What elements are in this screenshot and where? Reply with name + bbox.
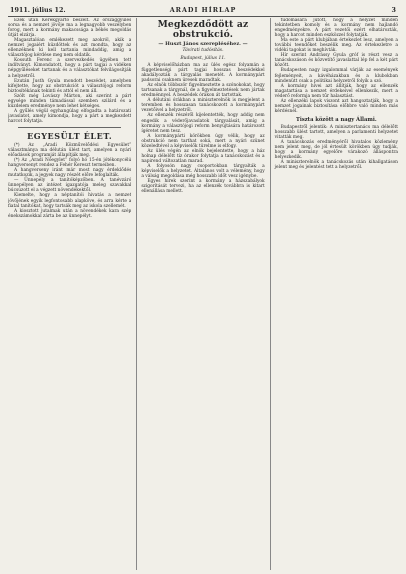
paragraph: Budapesten nagy izgalommal várják az események fejleményeit, a kávéházakban és a klubokban mindenütt csak a politikai helyzetről folyik a szó. [274, 68, 398, 84]
issue-date: 1911. július 12. [10, 6, 66, 14]
page-number: 3 [391, 6, 396, 14]
paragraph: (*) Az „Aradi Közművelődési Egyesület” választmánya ma délután ülést tart, amelyen a nyári előadások programját állapítják meg. [8, 142, 132, 159]
paragraph: A folyosón nagy csoportokban tárgyalták a képviselők a helyzetet. Általános volt a vélemény, hogy a válság megoldása még hosszabb időt vesz igénybe. [141, 163, 265, 180]
paragraph: A képviselőházban ma az ülés egész folyamán a függetlenségi párt tagjai hosszas beszédekkel akadályozták a tárgyalás menetét. A kormánypárt padsorai csaknem üresek maradtak. [141, 63, 265, 84]
section-divider [18, 127, 121, 128]
paragraph: A kormány hívei azt állítják, hogy az ellenzék magatartása a nemzet érdekeivel ellenkezik, mert a véderő reformja nem tűr halasztást. [274, 83, 398, 99]
article-byline: Távirati tudósítás. [182, 48, 224, 53]
paragraph: A kiosztott jutalmak után a növendékek kara szép énekszámokkal zárta be az ünnepélyt. [8, 208, 132, 219]
page-header [8, 4, 398, 17]
paragraph: (*) Az „Aradi Nőegylet” folyó hó 15-én jótékonycélú hangversenyt rendez a Fehér Kereszt termeiben. [8, 158, 132, 169]
column-right [270, 18, 398, 570]
paragraph: Ma este a párt klubjában értekezlet lesz, amelyen a további teendőket beszélik meg. Az értekezletre a vidéki tagokat is meghívták. [274, 38, 398, 54]
paragraph: Az elnök többször figyelmeztette a szónokokat, hogy tartsanak a tárgynál, de a figyelmeztetések nem jártak eredménnyel. A beszédek órákon át tartottak. [141, 83, 265, 99]
paragraph: A tanácskozás eredményéről hivatalos közlemény nem jelent meg, de jól értesült körökben úgy tudják, hogy a kormány egyelőre várakozó álláspontra helyezkedik. [274, 140, 398, 161]
paragraph: Kiemelte, hogy a néptanítói hivatás a nemzet jövőjének egyik legfontosabb alapköve, és arra kérte a fiatal tanítókat, hogy tartsák meg az iskola szellemét. [8, 193, 132, 209]
section-title-society: EGYESÜLT ÉLET. [27, 130, 113, 141]
paragraph: Ezután Justh Gyula mondott beszédet, amelyben kifejtette, hogy az obstrukciót a választójogi reform biztosítékának tekinti és attól el nem áll. [8, 78, 132, 94]
paragraph: — Ünnepély a tanítóképzőben. A tanévzáró ünnepélyen az intézet igazgatója meleg szavakkal búcsúzott el a végzett növendékektől. [8, 178, 132, 194]
column-left [8, 18, 131, 570]
paragraph: Magasztalóan emlékezett meg azokról, akik a nemzet jogaiért küzdöttek és azt mondta, hogy az ellenzéknek ki kell tartania mindaddig, amíg a választójog kérdése meg nem oldatik. [8, 38, 132, 59]
article-headline: Megkezdődött az obstrukció. [157, 19, 249, 40]
paragraph: Az ellenzék részéről kijelentették, hogy addig nem engedik a véderőjavaslatok tárgyalását, amíg a kormány a választójogi reform benyújtására határozott ígéretet nem tesz. [141, 113, 265, 134]
paragraph: A miniszterelnök a tanácskozás után kihallgatáson jelent meg és jelentést tett a helyzetről. [274, 160, 398, 171]
paragraph: Budapestről jelentik: A minisztertanács ma délelőtt hosszabb ülést tartott, amelyen a parlamenti helyzetet vitatták meg. [274, 124, 398, 140]
paragraph: A délutáni órákban a miniszterelnök is megjelent a teremben és hosszasan tanácskozott a kormánypárt vezetőivel a helyzetről. [141, 98, 265, 114]
paragraph: A gyűlés végül egyhangúlag elfogadta a határozati javaslatot, amely kimondja, hogy a párt a megkezdett harcot folytatja. [8, 108, 132, 124]
paragraph: Hír szerint Andrássy Gyula gróf is részt vesz a tanácskozáson és közvetítő javaslattal lép fel a két párt között. [274, 53, 398, 69]
paragraph: A hangverseny iránt már most nagy érdeklődés mutatkozik, a jegyek nagy részét előre lefoglalták. [8, 168, 132, 179]
paragraph: Kossuth Ferenc a szervezkedés ügyében tett indítványt. Kimondatott, hogy a párt tagjai a vidéken népgyűléseket tartanak és a választókat felvilágosítják a helyzetről. [8, 58, 132, 79]
paragraph: Az ellenzéki lapok viszont azt hangoztatják, hogy a nemzet jogainak biztosítása előbbre való minden más kérdésnél. [274, 98, 398, 114]
paragraph: Az ülés végén az elnök bejelentette, hogy a ház holnap délelőtt tíz órakor folytatja a tanácskozást és a napirend változatlan marad. [141, 148, 265, 164]
paragraph: Egyes hírek szerint a kormány a házszabályok szigorítását tervezi, ha az ellenzék továbbra is kitart ellenállása mellett. [141, 179, 265, 195]
article-dateline: Budapest, július 11. [180, 55, 226, 61]
newspaper-name: ARADI HÍRLAP [169, 6, 237, 14]
paragraph: A kormánypárti körökben úgy vélik, hogy az obstrukció nem tarthat soká, mert a nyári szünet közeledtével a képviselők türelme is elfogy. [141, 133, 265, 149]
article-columns [8, 18, 398, 570]
paragraph: Szólt még Lovászy Márton, aki szerint a párt egysége minden támadással szemben szilárd és a küzdelem eredménye nem lehet kétséges. [8, 93, 132, 109]
paragraph: tudomására jutott, hogy a helyzet minden tekintetben komoly és a kormány nem hajlandó engedményekre. A párt vezetői ezért elhatározták, hogy a harcot minden eszközzel folytatják. [274, 18, 398, 39]
article-subtitle: — Huszt János szerepléséhez. — [158, 41, 248, 47]
paragraph: Ezek után Kerékgyártó beszélt. Az országgyűlés sorsa és a nemzet jövője ma a legnagyobb veszélyben forog, mert a kormány makacssága a békés megoldás útját elzárja. [8, 18, 132, 39]
column-middle [136, 18, 264, 570]
subsection-title: Tiszta között a nagy Állami. [295, 116, 377, 123]
